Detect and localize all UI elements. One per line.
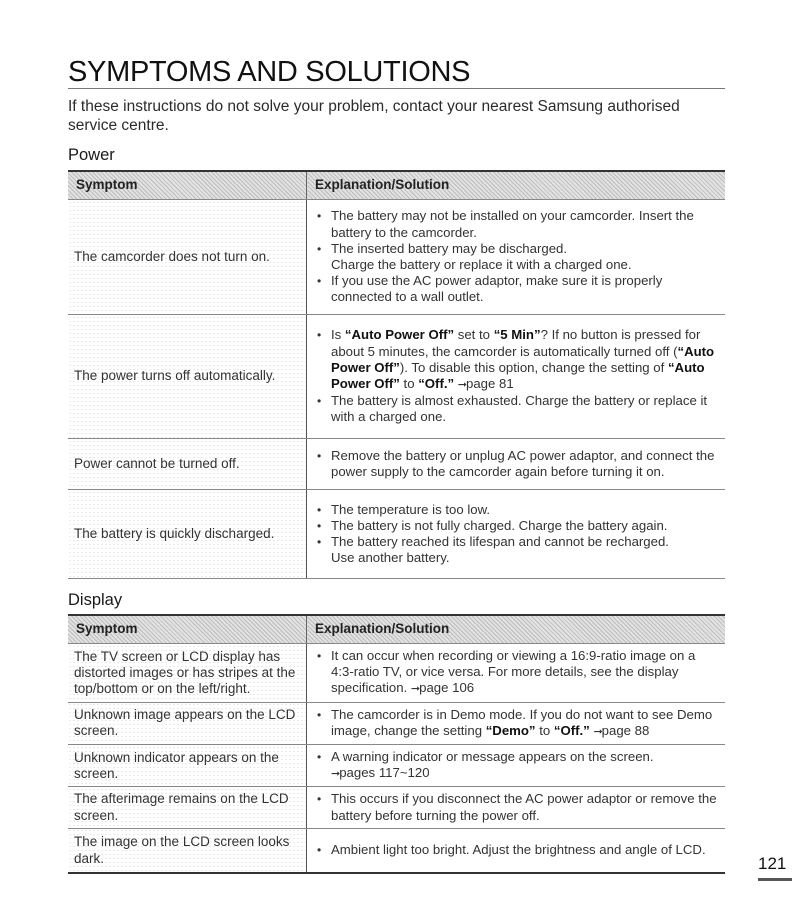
bullet-text: The battery reached its lifespan and cannot be recharged. <box>331 534 669 549</box>
solution-list <box>315 842 717 858</box>
page-ref-arrow-icon: ➞ <box>593 725 602 738</box>
bullet-continuation: Use another battery. <box>331 550 450 566</box>
solution-cell <box>307 439 726 490</box>
list-item: • This occurs if you disconnect the AC power adaptor or remove the battery before turning the power off. <box>315 791 717 823</box>
table-row <box>68 702 725 744</box>
list-item: • The battery is not fully charged. Charge the battery again. <box>315 518 717 534</box>
list-item: • The battery may not be installed on your camcorder. Insert the battery to the camcorder. <box>315 208 717 240</box>
intro-text: If these instructions do not solve your problem, contact your nearest Samsung authorised service centre. <box>68 98 680 134</box>
solution-cell <box>307 200 726 315</box>
solution-cell <box>307 828 726 873</box>
text: The camcorder is in Demo mode. If you do not want to see Demo image, change the setting <box>331 706 713 738</box>
solution-list <box>315 791 717 823</box>
page-title: SYMPTOMS AND SOLUTIONS <box>68 56 725 89</box>
table-header-row <box>68 615 725 644</box>
list-item <box>315 749 717 782</box>
text: ). To disable this option, change the setting of <box>399 359 668 375</box>
column-header-symptom: Symptom <box>68 171 307 200</box>
table-row <box>68 745 725 787</box>
symptom-cell: The TV screen or LCD display has distorted images or has stripes at the top/bottom or on the left/right. <box>68 644 307 703</box>
text: ? If no button is pressed for about 5 minutes, the camcorder is automatically turned off ( <box>331 327 701 359</box>
list-item <box>315 648 717 698</box>
solution-list <box>315 448 717 480</box>
solution-list <box>315 208 717 305</box>
bullet-text: The inserted battery may be discharged. <box>331 240 568 256</box>
text: to <box>399 376 419 391</box>
list-item: • Ambient light too bright. Adjust the brightness and angle of LCD. <box>315 842 717 858</box>
setting-name: “Auto Power Off” <box>331 343 715 375</box>
solution-list <box>315 707 717 740</box>
text: set to <box>454 327 494 343</box>
solution-cell <box>307 644 726 703</box>
symptom-cell: Unknown image appears on the LCD screen. <box>68 702 307 744</box>
list-item <box>315 707 717 740</box>
table-row <box>68 828 725 873</box>
list-item: • If you use the AC power adaptor, make sure it is properly connected to a wall outlet. <box>315 273 717 305</box>
solution-cell <box>307 315 726 439</box>
list-item: • The temperature is too low. <box>315 502 717 518</box>
page-ref-arrow-icon: ➞ <box>331 768 340 781</box>
power-table <box>68 170 725 579</box>
list-item: • The battery is almost exhausted. Charge the battery or replace it with a charged one. <box>315 393 717 425</box>
setting-name: “Auto Power Off” <box>331 359 705 391</box>
page-reference: page 88 <box>601 722 650 738</box>
solution-list <box>315 648 717 698</box>
table-row <box>68 439 725 490</box>
list-item <box>315 241 717 273</box>
display-table <box>68 614 725 874</box>
section-heading-power: Power <box>68 146 115 164</box>
symptom-cell: The image on the LCD screen looks dark. <box>68 828 307 873</box>
setting-value: “Off.” <box>418 376 455 391</box>
section-heading-display: Display <box>68 591 123 609</box>
solution-cell <box>307 490 726 579</box>
solution-list <box>315 502 717 567</box>
page-ref-arrow-icon: ➞ <box>457 379 466 391</box>
table-row <box>68 200 725 315</box>
column-header-symptom: Symptom <box>68 615 307 644</box>
list-item <box>315 534 717 566</box>
page-ref-arrow-icon: ➞ <box>410 683 420 696</box>
column-header-solution: Explanation/Solution <box>307 615 726 644</box>
symptom-cell: The power turns off automatically. <box>68 315 307 439</box>
solution-cell <box>307 702 726 744</box>
page-reference: page 81 <box>466 376 514 391</box>
setting-value: “Off.” <box>553 722 590 738</box>
page-ref-line <box>331 765 717 782</box>
setting-name: “Auto Power Off” <box>344 327 455 343</box>
text: It can occur when recording or viewing a 16:9-ratio image on a 4:3-ratio TV, or vice versa. For more details, see the display specification. <box>331 648 696 696</box>
setting-value: “5 Min” <box>493 327 541 343</box>
text: A warning indicator or message appears on the screen. <box>331 749 654 765</box>
list-item: • Remove the battery or unplug AC power adaptor, and connect the power supply to the camcorder again before turning it on. <box>315 448 717 480</box>
symptom-cell: The battery is quickly discharged. <box>68 490 307 579</box>
text: to <box>535 722 554 738</box>
column-header-solution: Explanation/Solution <box>307 171 726 200</box>
table-row <box>68 787 725 828</box>
page-number: 121 <box>758 854 787 873</box>
solution-list <box>315 327 717 425</box>
page-reference: pages 117~120 <box>339 765 430 781</box>
solution-cell <box>307 787 726 828</box>
solution-list <box>315 749 717 782</box>
symptom-cell: The camcorder does not turn on. <box>68 200 307 315</box>
page-reference: page 106 <box>419 680 475 696</box>
bullet-continuation: Charge the battery or replace it with a charged one. <box>331 257 632 272</box>
table-header-row <box>68 171 725 200</box>
table-row <box>68 490 725 579</box>
symptom-cell: Power cannot be turned off. <box>68 439 307 490</box>
setting-name: “Demo” <box>485 722 536 738</box>
list-item <box>315 327 717 393</box>
text: Is <box>331 327 345 343</box>
symptom-cell: The afterimage remains on the LCD screen. <box>68 787 307 828</box>
page-number-bar <box>758 878 792 881</box>
symptom-cell: Unknown indicator appears on the screen. <box>68 745 307 787</box>
table-row <box>68 315 725 439</box>
solution-cell <box>307 745 726 787</box>
table-row <box>68 644 725 703</box>
